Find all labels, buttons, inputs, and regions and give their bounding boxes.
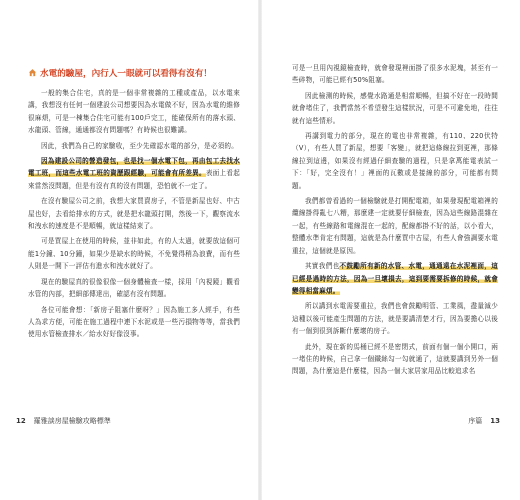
paragraph (292, 260, 498, 297)
left-page-footer (8, 416, 111, 426)
paragraph: 在沒有驗屋公司之前，我想大家買賣房子，不管是新屋也好、中古屋也好，去看給排水的方式，就是把水龍頭打開，然後一下，觀察流水和洩水的速度是不是順暢，就這樣結束了。 (28, 197, 240, 231)
paragraph: 各位可能會想：「新房子阻塞什麼呀？」因為施工多人經手，有些人為求方便，可能在施工過程中連下水泥或是一些污損物等等，當我們使用水管檢查排水／給水好好像沒事。 (28, 305, 240, 339)
house-icon (28, 68, 37, 77)
paragraph: 再講到電力的部分，現在的電也非常複雜，有110、220伏特（V），有些人買了新屋，想要「客變」，就把這條線拉到更裡，那條線拉到這邊，如果沒有經過仔細查驗的過程，只是拿萬能電表試一下：「好，完全沒有！」裡面的瓦數或是接線的部分，可能都有問題。 (292, 132, 498, 190)
page-number: 13 (490, 417, 500, 425)
paragraph: 因此檢測的時候，感覺水路通是相當順暢，但搞不好在一段時間就會堵住了，我們當然不希望發生這樣狀況，可是不可避免地，往往就有這些情形。 (292, 91, 498, 125)
section-heading (28, 68, 240, 80)
paragraph-text: 其實我們也 (305, 262, 340, 271)
highlighted-text: 不鼓勵所有新的水管、水電，通通遠在水泥裡面，這已經是過時的方法，因為一旦壞損去，這到要需要拆修的時候，就會變得相當麻煩。 (292, 262, 498, 295)
running-title: 羅雅談房屋檢驗攻略標準 (33, 417, 111, 425)
paragraph: 所以講到水電需要重拉，我們也會鼓勵明管、工業風，盡量減少這種以後可能產生問題的方法，就是要講清楚才行，因為要擔心以後有一個到很到訴斷什麼壞的房子。 (292, 302, 498, 336)
page-number: 12 (16, 417, 26, 425)
left-page-body (28, 68, 240, 344)
paragraph: 可是一旦用內視鏡檢查時，就會發現裡面掛了很多水泥塊，甚至有一些碎物，可能已經有50%阻塞。 (292, 64, 498, 85)
left-page (0, 0, 258, 500)
paragraph-text: 表面上看起來當然沒問題，但是有沒有真的沒有問題，恐怕就不一定了。 (28, 169, 240, 190)
paragraph: 可是買屋上在使用的時候，並非如此，有的人太過，就要放這個可能1分鐘、10分鐘，如果少是缺水的時候，不免覺得稍為浪費，而有些人則是一開下一評估有進水和洩水就好了。 (28, 237, 240, 271)
right-page-footer (468, 416, 508, 426)
section-heading-text: 水電的驗屋，內行人一眼就可以看得有沒有！ (40, 69, 212, 79)
paragraph: 因此，我們為自己的家驗收，至少先確認水電的部分，是必須的。 (41, 141, 239, 150)
right-page (262, 0, 520, 500)
section-title: 序篇 (468, 417, 483, 425)
highlighted-text: 因為建設公司的營造發包，也是找一個水電下包，再由包工去找水電工班，而這些水電工班的資歷跟經驗，可能會有所差異。 (28, 157, 240, 178)
paragraph: 一般的集合住宅，真的是一個非常複雜的工種或產品，以水電來講，我想沒有任何一個建設公司想要因為水電做不好，因為水電的維修很麻煩，可是一棟集合住宅可能有100戶完工，能確保所有的落水頭、水龍頭、管線，通通都沒有問題嗎？有時候也很難講。 (28, 89, 240, 135)
paragraph: 我們都曾看過的一個檢驗就是打開配電箱，如果發現配電箱裡的纜線掛得亂七八糟，那麼建一定就要仔細檢查，因為這些線路混雜在一起，有些線路和電線混在一起的，配線都掛不好的話，以小看大，整體水準肯定有問題，這就是為什麼買中古屋，有些人會強調要水電重拉，這個就是原因。 (292, 197, 498, 255)
paragraph: 現在的驗屋真的很像很像一個身體檢查一樣，採用「內視鏡」觀看水管的內部，把細部傳達出，確認有沒有問題。 (28, 277, 240, 299)
right-page-body (292, 62, 498, 381)
paragraph (28, 155, 240, 192)
paragraph: 此外，現在新的馬桶已經不是密閉式，前面有個一個小開口，兩一堵住的時候，自己拿一個鐵絲勾一勾就通了，這就要講到另外一個問題，為什麼這是什麼樣，因為一個大家居家用品比較追求名 (292, 342, 498, 376)
